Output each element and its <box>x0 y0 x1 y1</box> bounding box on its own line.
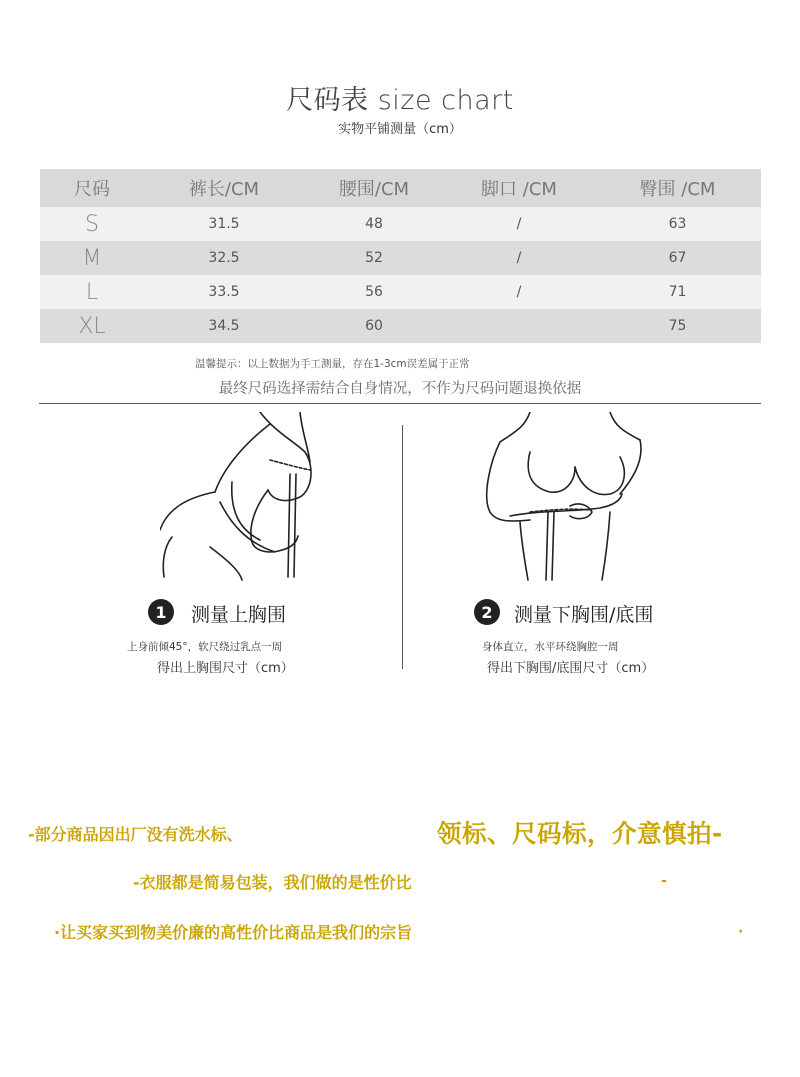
column-divider <box>402 425 403 669</box>
notice-line2-dash: - <box>661 873 667 889</box>
under-bust-illustration <box>470 412 670 582</box>
table-header-row <box>40 169 761 207</box>
cell-hip: 71 <box>668 284 687 300</box>
step-1-number-badge: 1 <box>148 599 174 625</box>
table-row <box>40 309 761 343</box>
cell-leg-opening: / <box>516 250 522 266</box>
header-size: 尺码 <box>74 179 110 200</box>
cell-hip: 63 <box>668 216 687 232</box>
table-row <box>40 241 761 275</box>
cell-waist: 52 <box>365 250 383 266</box>
cell-leg-opening: / <box>516 216 522 232</box>
step-2-description: 身体直立，水平环绕胸腔一周 <box>482 641 619 653</box>
section-divider <box>39 403 761 404</box>
page-title: 尺码表 size chart <box>286 85 514 116</box>
cell-waist: 56 <box>365 284 383 300</box>
notice-no-labels-part1: -部分商品因出厂没有洗水标、 <box>28 825 243 844</box>
header-hip: 臀围 /CM <box>639 179 716 200</box>
cell-length: 31.5 <box>208 216 240 232</box>
notice-simple-packaging: -衣服都是简易包装，我们做的是性价比 <box>133 873 412 892</box>
measurement-tip: 温馨提示：以上数据为手工测量，存在1-3cm误差属于正常 <box>195 358 470 370</box>
cell-waist: 60 <box>365 318 383 334</box>
step-2-number-badge: 2 <box>474 599 500 625</box>
cell-leg-opening <box>444 309 594 343</box>
header-leg-opening: 脚口 /CM <box>481 179 557 200</box>
header-length: 裤长/CM <box>188 179 260 200</box>
cell-length: 33.5 <box>208 284 240 300</box>
cell-length: 34.5 <box>208 318 240 334</box>
step-1-result: 得出上胸围尺寸（cm） <box>157 661 294 676</box>
table-row <box>40 275 761 309</box>
step-2-label: 测量下胸围/底围 <box>514 604 654 626</box>
step-2-result: 得出下胸围/底围尺寸（cm） <box>487 661 655 676</box>
page-subtitle: 实物平铺测量（cm） <box>338 122 462 137</box>
table-row <box>40 207 761 241</box>
cell-size: XL <box>78 313 106 339</box>
cell-hip: 67 <box>668 250 687 266</box>
notice-value-mission: ·让买家买到物美价廉的高性价比商品是我们的宗旨 <box>54 923 413 942</box>
step-1-description: 上身前倾45°，软尺绕过乳点一周 <box>127 641 283 653</box>
upper-bust-illustration <box>160 412 360 582</box>
cell-size: L <box>85 279 99 305</box>
cell-size: S <box>85 211 99 237</box>
cell-hip: 75 <box>668 318 687 334</box>
cell-length: 32.5 <box>208 250 240 266</box>
step-1-label: 测量上胸围 <box>191 604 287 626</box>
header-waist: 腰围/CM <box>338 179 410 200</box>
notice-no-labels-part2: 领标、尺码标，介意慎拍- <box>437 819 723 848</box>
cell-leg-opening: / <box>516 284 522 300</box>
size-advice: 最终尺码选择需结合自身情况，不作为尺码问题退换依据 <box>218 381 582 397</box>
notice-line3-dot: · <box>738 924 744 940</box>
cell-waist: 48 <box>365 216 383 232</box>
cell-size: M <box>82 245 102 271</box>
size-chart-table <box>40 169 761 343</box>
